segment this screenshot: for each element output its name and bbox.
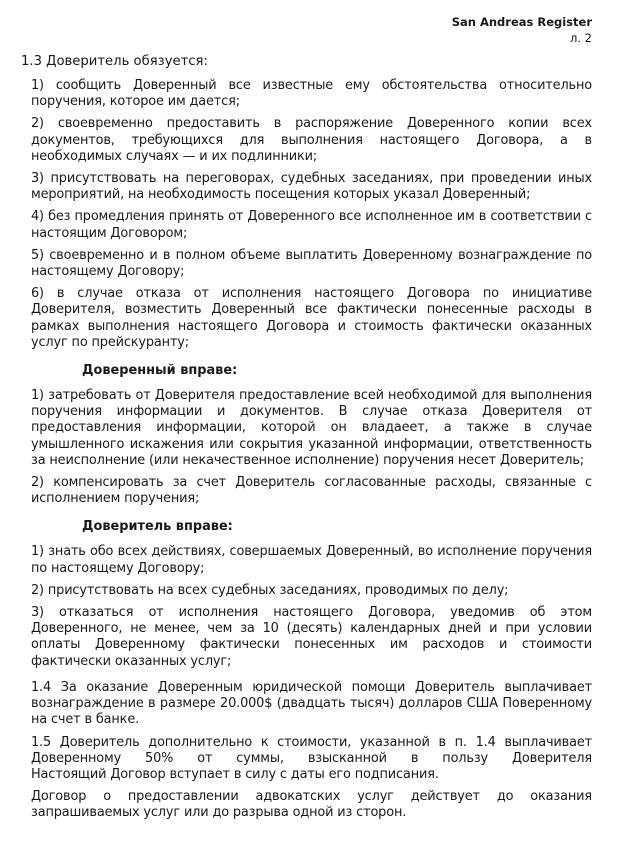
section-1-3-title: 1.3 Доверитель обязуется: — [21, 54, 208, 69]
obligation-item: 3) присутствовать на переговорах, судебных заседаниях, при проведении иных мероприятий, на необходимость посещения которых указал Доверенный; — [31, 171, 592, 203]
clause-1-5 — [31, 735, 592, 784]
obligation-item: 1) сообщить Доверенный все известные ему обстоятельства относительно поручения, которое им дается; — [31, 78, 592, 110]
obligation-item: 2) своевременно предоставить в распоряжение Доверенного копии всех документов, требующихся для выполнения настоящего Договора, а в необходимых случаях — и их подлинники; — [31, 116, 592, 164]
page-header — [452, 14, 592, 46]
page-number: л. 2 — [570, 31, 592, 45]
effective-date-text: Настоящий Договор вступает в силу с даты его подписания. — [31, 766, 439, 782]
clause-1-5-text: 1.5 Доверитель дополнительно к стоимости, указанной в п. 1.4 выплачивает Доверенному 50% от суммы, взысканной в пользу Доверителя — [31, 734, 592, 766]
obligation-item: 5) своевременно и в полном объеме выплатить Доверенному вознаграждение по настоящему Договору; — [31, 247, 592, 280]
document-body — [31, 78, 592, 828]
principal-right-item: 3) отказаться от исполнения настоящего Договора, уведомив об этом Доверенного, не менее, чем за 10 (десять) календарных дней и при условии оплаты Доверенному фактически понесенных им расходов и стоимости фактически оказанных услуг; — [31, 605, 592, 669]
obligation-item: 6) в случае отказа от исполнения настоящего Договора по инициативе Доверителя, возместить Доверенный все фактически понесенные расходы в рамках выполнения настоящего Договора и стоимость фактически оказанных услуг по прейскуранту; — [31, 286, 592, 350]
organization-name: San Andreas Register — [451, 15, 592, 29]
clause-1-4: 1.4 За оказание Доверенным юридической помощи Доверитель выплачивает вознаграждение в размере 20.000$ (двадцать тысяч) долларов США Поверенному на счет в банке. — [31, 679, 592, 728]
principal-right-item: 1) знать обо всех действиях, совершаемых Доверенный, во исполнение поручения по настоящему Договору; — [31, 544, 592, 576]
trustee-rights-heading: Доверенный вправе: — [82, 363, 238, 379]
contract-term-clause: Договор о предоставлении адвокатских услуг действует до оказания запрашиваемых услуг или до разрыва одной из сторон. — [31, 789, 592, 821]
principal-rights-heading: Доверитель вправе: — [82, 519, 233, 535]
obligation-item: 4) без промедления принять от Доверенного все исполненное им в соответствии с настоящим Договором; — [31, 209, 592, 241]
principal-right-item: 2) присутствовать на всех судебных заседаниях, проводимых по делу; — [31, 582, 509, 598]
trustee-right-item: 1) затребовать от Доверителя предоставление всей необходимой для выполнения поручения информации и документов. В случае отказа Доверителя от предоставления информации, которой он владаеет, а также в случае умышленного искажения или сокрытия указанной информации, ответственность за неисполнение (или некачественное исполнение) поручения несет Доверитель; — [31, 388, 592, 468]
trustee-right-item: 2) компенсировать за счет Доверитель согласованные расходы, связанные с исполнением поручения; — [31, 475, 592, 507]
